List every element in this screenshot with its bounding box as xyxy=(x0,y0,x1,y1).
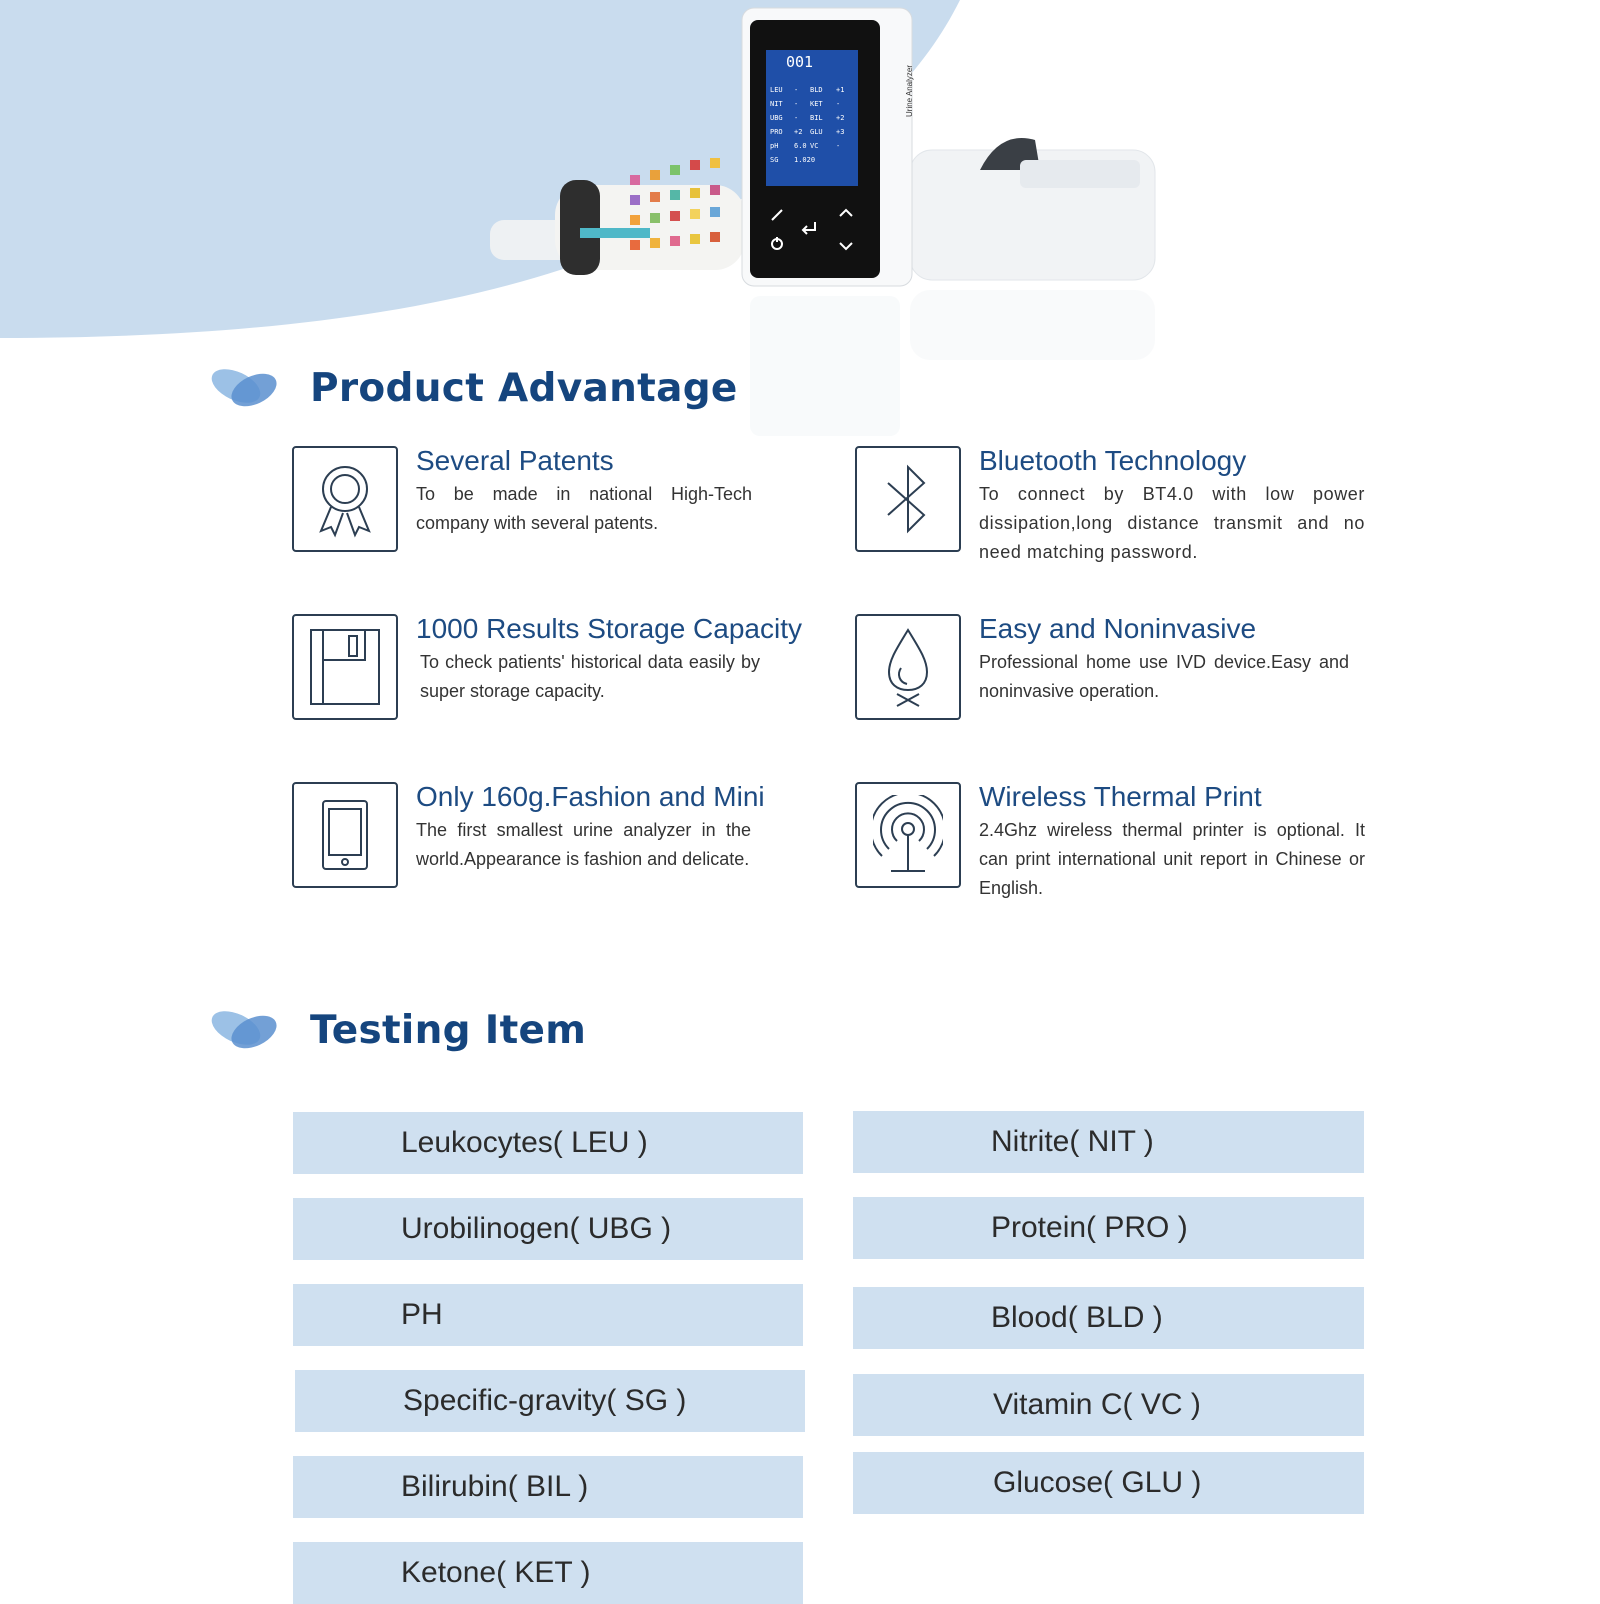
device-screen-cell: BIL xyxy=(810,114,823,122)
device-screen-cell: - xyxy=(794,114,799,122)
testing-item-protein: Protein( PRO ) xyxy=(853,1197,1364,1259)
floppy-disk-icon xyxy=(292,614,398,720)
device-screen-cell: 6.0 xyxy=(794,142,807,150)
phone-device-icon xyxy=(292,782,398,888)
testing-item-bilirubin: Bilirubin( BIL ) xyxy=(293,1456,803,1518)
leaf-bullet-icon xyxy=(210,358,280,418)
feature-bluetooth-technology xyxy=(855,446,1365,567)
feature-title: Wireless Thermal Print xyxy=(979,781,1262,812)
feature-several-patents xyxy=(292,446,752,552)
device-screen-cell: - xyxy=(794,86,799,94)
droplet-icon xyxy=(855,614,961,720)
feature-description: To connect by BT4.0 with low power dissipation,long distance transmit and no need matching password. xyxy=(979,484,1365,562)
device-screen-cell: GLU xyxy=(810,128,823,136)
device-screen-cell: PRO xyxy=(770,128,783,136)
device-screen-cell: +1 xyxy=(836,86,845,94)
device-side-label: Urine Analyzer xyxy=(905,64,914,117)
leaf-bullet-icon xyxy=(210,1000,280,1060)
device-screen-cell: pH xyxy=(770,142,779,150)
feature-description: To be made in national High-Tech company with several patents. xyxy=(416,484,752,533)
feature-title: Bluetooth Technology xyxy=(979,445,1247,476)
device-screen-cell: LEU xyxy=(770,86,783,94)
device-screen-cell: 1.020 xyxy=(794,156,816,164)
test-strip-tube-image xyxy=(490,158,745,275)
feature-description: Professional home use IVD device.Easy and noninvasive operation. xyxy=(979,652,1349,701)
device-screen-cell: NIT xyxy=(770,100,783,108)
testing-item-blood: Blood( BLD ) xyxy=(853,1287,1364,1349)
feature-title: 1000 Results Storage Capacity xyxy=(416,613,802,644)
testing-item-ph: PH xyxy=(293,1284,803,1346)
feature-wireless-thermal-print xyxy=(855,782,1365,903)
device-screen-cell: +2 xyxy=(836,114,845,122)
feature-only-160g xyxy=(292,782,822,888)
device-screen-cell: - xyxy=(836,142,841,150)
device-screen-cell: - xyxy=(836,100,841,108)
device-screen-cell: - xyxy=(794,100,799,108)
feature-description: To check patients' historical data easily by super storage capacity. xyxy=(420,652,760,701)
bluetooth-icon xyxy=(855,446,961,552)
device-screen-cell: SG xyxy=(770,156,779,164)
testing-item-urobilinogen: Urobilinogen( UBG ) xyxy=(293,1198,803,1260)
feature-description: The first smallest urine analyzer in the world.Appearance is fashion and delicate. xyxy=(416,820,751,869)
testing-item-nitrite: Nitrite( NIT ) xyxy=(853,1111,1364,1173)
device-screen-cell: +2 xyxy=(794,128,803,136)
award-ribbon-icon xyxy=(292,446,398,552)
device-screen-cell: KET xyxy=(810,100,823,108)
testing-item-specific-gravity: Specific-gravity( SG ) xyxy=(295,1370,805,1432)
device-screen-cell: VC xyxy=(810,142,819,150)
testing-item-vitamin-c: Vitamin C( VC ) xyxy=(853,1374,1364,1436)
feature-storage-capacity xyxy=(292,614,852,720)
feature-title: Easy and Noninvasive xyxy=(979,613,1257,644)
feature-description: 2.4Ghz wireless thermal printer is optional. It can print international unit report in Chinese or English. xyxy=(979,820,1365,898)
device-screen-number: 001 xyxy=(786,53,814,71)
feature-title: Only 160g.Fashion and Mini xyxy=(416,781,765,812)
feature-easy-noninvasive xyxy=(855,614,1365,720)
section-title: Testing Item xyxy=(310,1007,587,1053)
testing-item-leukocytes: Leukocytes( LEU ) xyxy=(293,1112,803,1174)
testing-item-ketone: Ketone( KET ) xyxy=(293,1542,803,1604)
testing-item-glucose: Glucose( GLU ) xyxy=(853,1452,1364,1514)
device-screen-cell: UBG xyxy=(770,114,783,122)
feature-title: Several Patents xyxy=(416,445,614,476)
urine-analyzer-device xyxy=(742,8,914,436)
wireless-antenna-icon xyxy=(855,782,961,888)
thermal-printer-image xyxy=(910,138,1155,360)
device-screen-cell: BLD xyxy=(810,86,823,94)
product-advantage-heading xyxy=(210,358,738,418)
section-title: Product Advantage xyxy=(310,365,738,411)
testing-item-heading xyxy=(210,1000,586,1060)
device-screen-cell: +3 xyxy=(836,128,845,136)
